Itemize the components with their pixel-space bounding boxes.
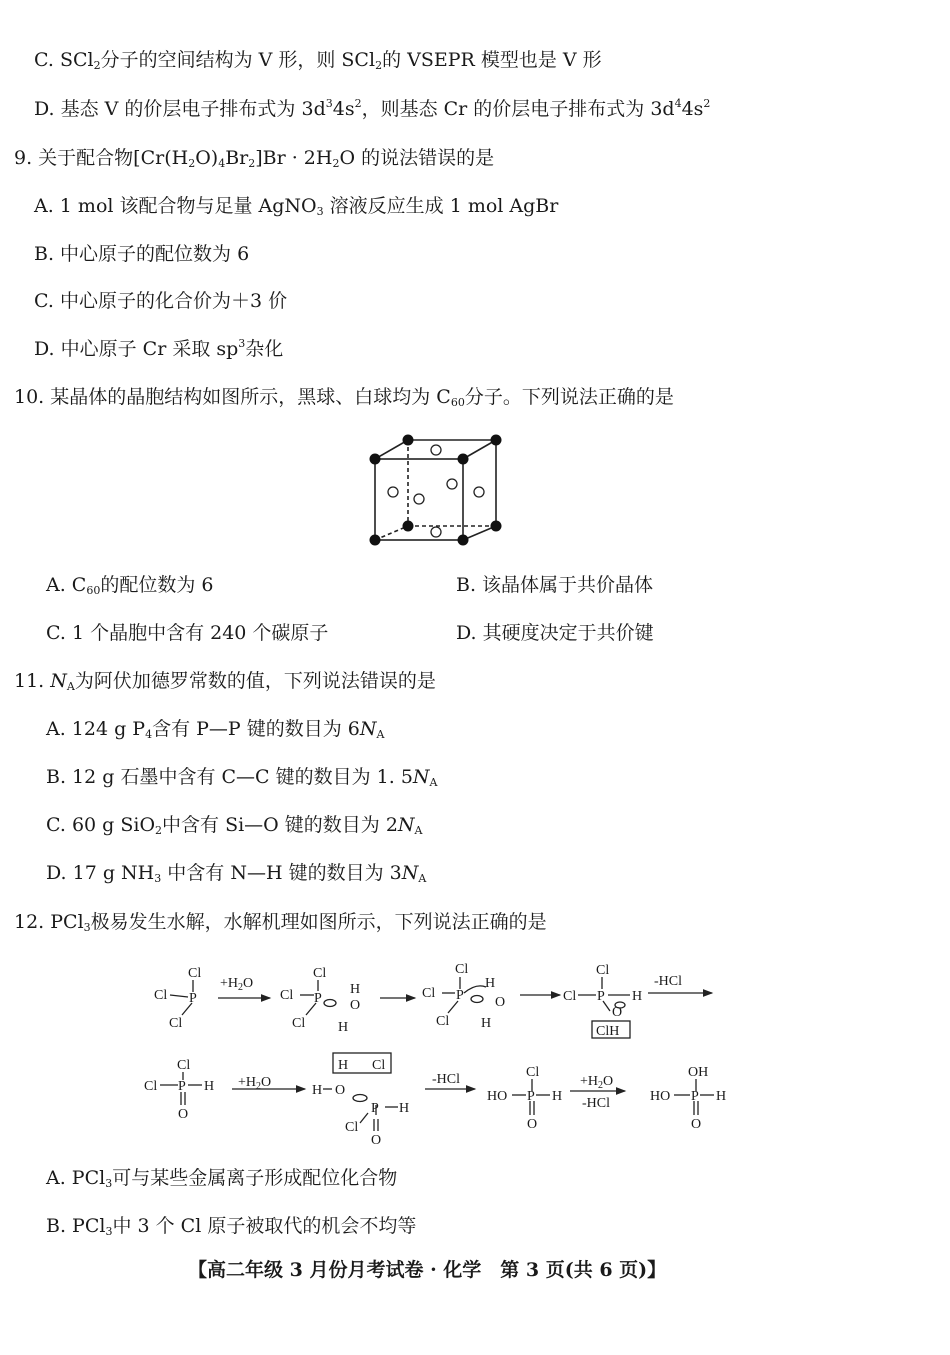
atom-label: H: [552, 1089, 563, 1104]
atom-label: H: [204, 1079, 215, 1094]
q12-option-b: B. PCl$_3$中 3 个 Cl 原子被取代的机会不均等: [46, 1215, 417, 1238]
atom-label: O: [178, 1107, 189, 1122]
crystal-cell-diagram: [360, 430, 510, 550]
q10-stem: 10. 某晶体的晶胞结构如图所示，黑球、白球均为 $C_{60}$分子。下列说法正确的是: [14, 386, 674, 409]
white-sphere: [474, 487, 484, 497]
atom-label: O: [495, 995, 506, 1010]
reagent-h2o: $+H_2O$: [580, 1074, 614, 1091]
atom-label: Cl: [422, 986, 436, 1001]
q11-option-a: A. 124 g $P_4$含有 P—P 键的数目为 $6N_A$: [46, 718, 385, 741]
atom-label: P: [189, 991, 197, 1006]
hydrolysis-mechanism-scheme: [140, 955, 740, 1150]
atom-label: H: [481, 1016, 492, 1031]
reagent-h2o: $+H_2O$: [238, 1075, 272, 1092]
atom-label: Cl: [563, 989, 577, 1004]
atom-label: H: [399, 1101, 410, 1116]
reagent-minus-hcl: -HCl: [432, 1072, 460, 1087]
black-sphere: [403, 521, 414, 532]
atom-label: P: [456, 988, 464, 1003]
q10-option-a: A. $C_{60}$的配位数为 6: [46, 574, 214, 597]
q9-stem: 9. 关于配合物$[Cr(H_2O)_4Br_2]Br \cdot 2H_2O$ 的说法错误的是: [14, 147, 495, 170]
white-sphere: [414, 494, 424, 504]
atom-label: Cl: [280, 988, 294, 1003]
atom-label: H: [716, 1089, 727, 1104]
black-sphere: [458, 535, 469, 546]
atom-label: H: [338, 1058, 349, 1073]
q11-option-b: B. 12 g 石墨中含有 C—C 键的数目为 1. $5N_A$: [46, 766, 438, 789]
atom-label: O: [527, 1117, 538, 1132]
atom-label: P: [314, 991, 322, 1006]
atom-label: O: [612, 1005, 623, 1020]
atom-label: Cl: [455, 962, 469, 977]
black-sphere: [491, 521, 502, 532]
q12-option-a: A. PCl$_3$可与某些金属离子形成配位化合物: [46, 1167, 398, 1190]
q9-option-b: B. 中心原子的配位数为 6: [34, 243, 250, 265]
q8-option-c: C. SCl$_2$分子的空间结构为 V 形，则 SCl$_2$的 VSEPR 模型也是 V 形: [34, 49, 602, 72]
atom-label: P: [527, 1089, 535, 1104]
atom-label: H: [350, 982, 361, 997]
atom-label: Cl: [596, 963, 610, 978]
black-sphere: [458, 454, 469, 465]
q9-option-a: A. 1 mol 该配合物与足量 AgNO$_3$ 溶液反应生成 1 mol AgBr: [34, 195, 559, 218]
atom-label: Cl: [188, 966, 202, 981]
atom-label: O: [371, 1133, 382, 1148]
q9-option-c: C. 中心原子的化合价为＋3 价: [34, 290, 288, 312]
white-sphere: [388, 487, 398, 497]
atom-label: ClH: [596, 1024, 620, 1039]
atom-label: Cl: [436, 1014, 450, 1029]
atom-label: Cl: [177, 1058, 191, 1073]
atom-label: OH: [688, 1065, 709, 1080]
atom-label: Cl: [292, 1016, 306, 1031]
page-footer: 【高二年级 3 月份月考试卷 · 化学 第 3 页(共 6 页)】: [188, 1259, 667, 1281]
white-sphere: [447, 479, 457, 489]
black-sphere: [491, 435, 502, 446]
q12-stem: 12. PCl$_3$极易发生水解，水解机理如图所示，下列说法正确的是: [14, 911, 547, 934]
atom-label: Cl: [144, 1079, 158, 1094]
atom-label: O: [350, 998, 361, 1013]
atom-label: H: [312, 1083, 323, 1098]
q10-option-b: B. 该晶体属于共价晶体: [456, 574, 654, 596]
reagent-minus-hcl: -HCl: [654, 974, 682, 989]
q10-option-c: C. 1 个晶胞中含有 240 个碳原子: [46, 622, 329, 644]
atom-label: H: [485, 976, 496, 991]
atom-label: Cl: [169, 1016, 183, 1031]
atom-label: H: [632, 989, 643, 1004]
q10-option-d: D. 其硬度决定于共价键: [456, 622, 654, 644]
atom-label: Cl: [154, 988, 168, 1003]
black-sphere: [370, 535, 381, 546]
atom-label: P: [597, 989, 605, 1004]
atom-label: P: [178, 1079, 186, 1094]
atom-label: HO: [487, 1089, 508, 1104]
atom-label: O: [691, 1117, 702, 1132]
white-sphere: [431, 445, 441, 455]
q11-option-c: C. 60 g SiO$_2$中含有 Si—O 键的数目为 $2N_A$: [46, 814, 423, 837]
q8-option-d: D. 基态 V 的价层电子排布式为 $3d^34s^2$，则基态 Cr 的价层电子排布式为 $3d^44s^2$: [34, 97, 711, 120]
black-sphere: [370, 454, 381, 465]
atom-label: O: [335, 1083, 346, 1098]
white-sphere: [431, 527, 441, 537]
atom-label: Cl: [345, 1120, 359, 1135]
q9-option-d: D. 中心原子 Cr 采取 $sp^3$杂化: [34, 337, 284, 360]
reagent-h2o: $+H_2O$: [220, 976, 254, 993]
atom-label: P: [371, 1101, 379, 1116]
black-sphere: [403, 435, 414, 446]
atom-label: P: [691, 1089, 699, 1104]
q11-stem: 11. $N_A$为阿伏加德罗常数的值，下列说法错误的是: [14, 670, 436, 693]
atom-label: Cl: [372, 1058, 386, 1073]
atom-label: Cl: [526, 1065, 540, 1080]
q11-option-d: D. 17 g $NH_3$ 中含有 N—H 键的数目为 $3N_A$: [46, 862, 427, 885]
atom-label: Cl: [313, 966, 327, 981]
atom-label: H: [338, 1020, 349, 1035]
atom-label: HO: [650, 1089, 671, 1104]
reagent-minus-hcl: -HCl: [582, 1096, 610, 1111]
